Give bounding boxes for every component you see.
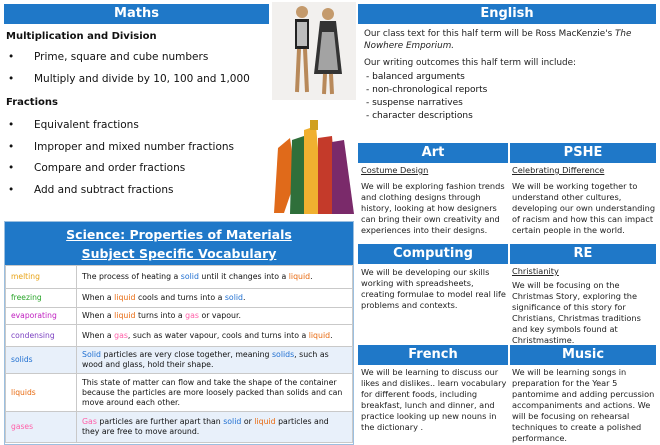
definition-fragment: When a [82, 311, 115, 320]
re-subtitle: Christianity [512, 266, 559, 276]
fractions-heading: Fractions [6, 97, 58, 108]
pshe-header: PSHE [510, 143, 656, 163]
definition-fragment: solid [223, 417, 242, 426]
vocabulary-term: solids [6, 347, 77, 374]
definition-fragment: . [242, 293, 246, 302]
definition-fragment: liquid [114, 311, 136, 320]
vocabulary-definition [77, 412, 353, 443]
definition-fragment: liquid [254, 417, 276, 426]
vocabulary-definition [77, 266, 353, 289]
definition-fragment: solid [224, 293, 243, 302]
definition-fragment: turns into a [135, 311, 186, 320]
maths-header: Maths [4, 4, 269, 24]
definition-fragment: particles are further apart than [96, 417, 224, 426]
fractions-list [4, 115, 269, 201]
list-item: - non-chronological reports [366, 85, 488, 95]
definition-fragment: , such as wood and glass, hold their shape. [82, 350, 329, 369]
list-item: • Multiply and divide by 10, 100 and 1,000 [4, 69, 269, 91]
table-row [6, 308, 353, 325]
list-item: • Equivalent fractions [4, 115, 269, 137]
multiplication-list [4, 47, 269, 90]
definition-fragment: When a [82, 330, 115, 340]
list-item: • Prime, square and cube numbers [4, 47, 269, 69]
vocabulary-term: condensing [6, 325, 77, 347]
table-row [6, 374, 353, 412]
vocabulary-term: liquids [6, 374, 77, 412]
vocabulary-definition [77, 289, 353, 308]
table-row [6, 266, 353, 289]
science-subtitle: Subject Specific Vocabulary [81, 246, 277, 261]
french-header: French [358, 345, 508, 365]
definition-fragment: until it changes into a [198, 272, 289, 281]
definition-fragment: solids [271, 350, 295, 359]
computing-header: Computing [358, 244, 508, 264]
list-item: - balanced arguments [366, 72, 465, 82]
vocabulary-definition [77, 374, 353, 412]
definition-fragment: liquid [288, 272, 311, 281]
vocabulary-definition [77, 347, 353, 374]
definition-fragment: or [241, 417, 255, 426]
definition-fragment: gas [185, 311, 199, 320]
science-header [5, 222, 353, 265]
list-item: - character descriptions [366, 111, 473, 121]
definition-fragment: Solid [82, 350, 102, 359]
computing-body: We will be developing our skills working with spreadsheets, creating formulae to model real life problems and contexts. [361, 267, 506, 310]
french-body: We will be learning to discuss our likes and dislikes.. learn vocabulary for different foods, including breakfast, lunch and dinner, and practice looking up new nouns in the dictionary . [361, 367, 507, 432]
music-header: Music [510, 345, 656, 365]
costume-designs-image [270, 118, 358, 218]
vocabulary-term: evaporating [6, 308, 77, 325]
re-body: We will be focusing on the Christmas Story, exploring the significance of this story for Christians, Christmas traditions and key symbols found at Christmastime. [512, 280, 641, 345]
definition-fragment: or vapour. [198, 311, 241, 320]
art-body: We will be exploring fashion trends and clothing designs through history, looking at how designers can bring their own creativity and experiences into their designs. [361, 181, 505, 235]
vocabulary-definition [77, 308, 353, 325]
pshe-body: We will be working together to understand other cultures, developing our own understanding of racism and how this can impact certain people in the world. [512, 181, 656, 235]
art-header: Art [358, 143, 508, 163]
english-header: English [358, 4, 656, 24]
definition-fragment: liquid [114, 293, 136, 302]
book-title: The Nowhere Emporium. [364, 29, 632, 51]
english-outcomes-list [366, 71, 487, 123]
vocabulary-table [5, 265, 353, 443]
definition-fragment: Gas [82, 417, 97, 426]
definition-fragment: . [330, 330, 333, 340]
definition-fragment: When a [82, 293, 115, 302]
definition-fragment: gas [114, 330, 128, 340]
definition-fragment: , such as water vapour, cools and turns into a [127, 330, 309, 340]
english-outcomes-intro: Our writing outcomes this half term will include: [364, 58, 577, 68]
definition-fragment: This state of matter can flow and take the shape of the container because the particles are more loosely packed than solids and can move around each other. [82, 377, 343, 407]
multiplication-heading: Multiplication and Division [6, 31, 157, 42]
science-title: Science: Properties of Materials [66, 227, 292, 242]
list-item: • Compare and order fractions [4, 158, 269, 180]
list-item: • Add and subtract fractions [4, 180, 269, 202]
list-item: - suspense narratives [366, 98, 463, 108]
definition-fragment: cools and turns into a [135, 293, 225, 302]
re-header: RE [510, 244, 656, 264]
vocabulary-term: melting [6, 266, 77, 289]
definition-fragment: The process of heating a [82, 272, 181, 281]
mannequin-image [272, 2, 356, 100]
definition-fragment: solid [180, 272, 199, 281]
list-item: • Improper and mixed number fractions [4, 137, 269, 159]
definition-fragment: . [310, 272, 313, 281]
music-body: We will be learning songs in preparation for the Year 5 pantomime and adding percussion accompaniments and actions. We will be focusing on rehearsal techniques to create a polished performance. [512, 367, 655, 443]
vocabulary-term: gases [6, 412, 77, 443]
table-row [6, 412, 353, 443]
english-intro [364, 28, 654, 52]
table-row [6, 289, 353, 308]
vocabulary-definition [77, 325, 353, 347]
definition-fragment: liquid [308, 330, 331, 340]
science-vocabulary-table [4, 221, 354, 445]
table-row [6, 325, 353, 347]
vocabulary-term: freezing [6, 289, 77, 308]
english-intro-text: Our class text for this half term will be Ross MacKenzie's [364, 29, 616, 39]
table-row [6, 347, 353, 374]
pshe-subtitle: Celebrating Difference [512, 165, 605, 175]
definition-fragment: particles are very close together, meaning [101, 350, 272, 359]
definition-fragment: particles and they are free to move around. [82, 417, 329, 436]
art-subtitle: Costume Design [361, 165, 429, 175]
